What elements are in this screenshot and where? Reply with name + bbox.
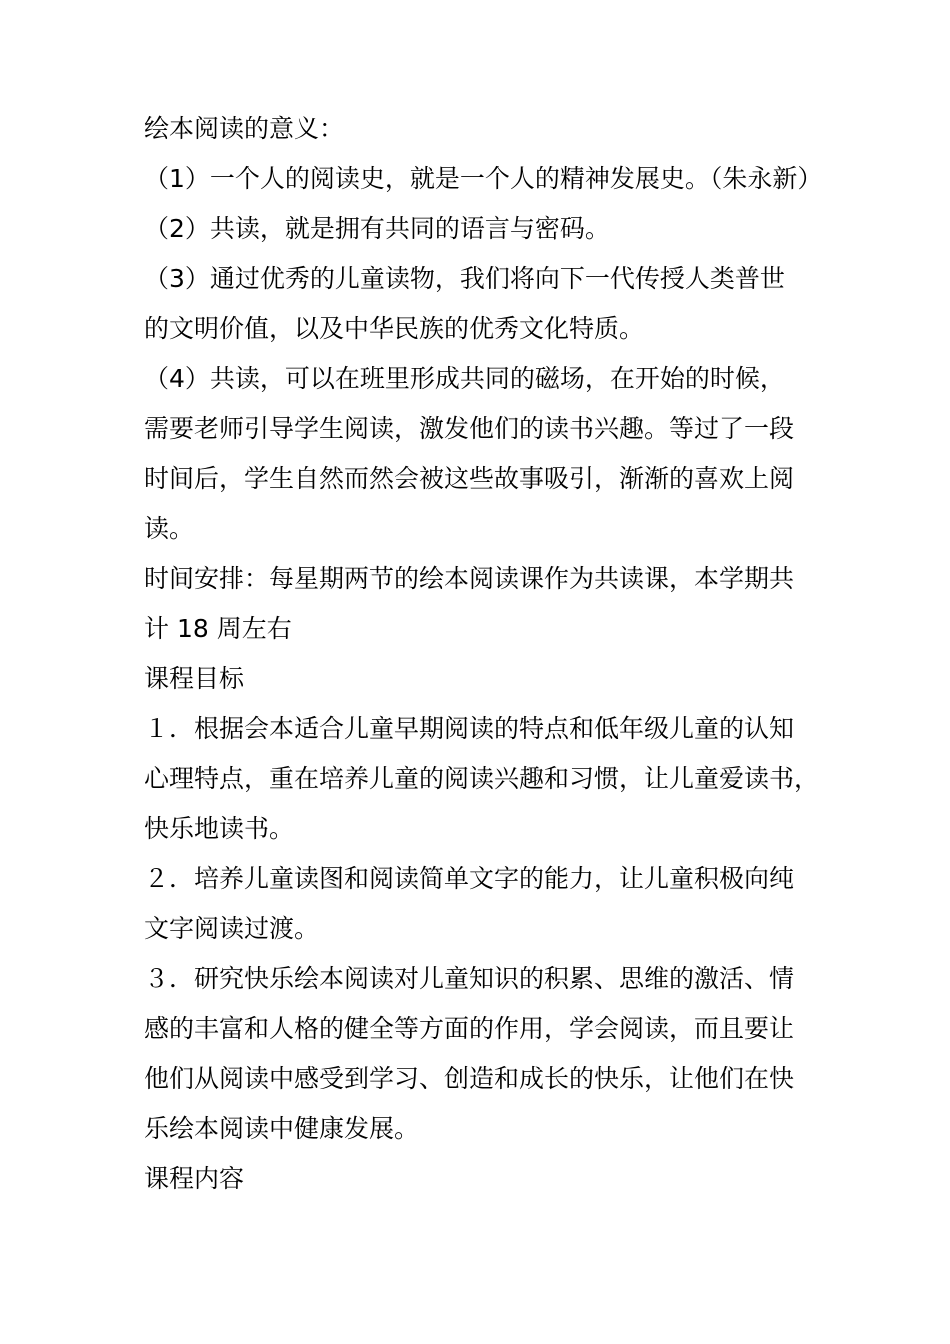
section-heading-content: 课程内容	[144, 1164, 245, 1193]
meaning-item-4-line-4: 读。	[144, 514, 195, 543]
goal-item-3-line-3: 他们从阅读中感受到学习、创造和成长的快乐，让他们在快	[144, 1064, 795, 1093]
goal-item-3-line-1: ３．研究快乐绘本阅读对儿童知识的积累、思维的激活、情	[144, 964, 795, 993]
goal-item-1-line-1: １．根据会本适合儿童早期阅读的特点和低年级儿童的认知	[144, 714, 795, 743]
schedule-line-2: 计 18 周左右	[144, 614, 292, 643]
document-page	[144, 104, 828, 1204]
goal-item-1-line-2: 心理特点，重在培养儿童的阅读兴趣和习惯，让儿童爱读书，	[144, 764, 820, 793]
meaning-item-3-line-2: 的文明价值，以及中华民族的优秀文化特质。	[144, 314, 645, 343]
section-heading-goals: 课程目标	[144, 664, 245, 693]
goal-item-3-line-2: 感的丰富和人格的健全等方面的作用，学会阅读，而且要让	[144, 1014, 795, 1043]
meaning-item-3-line-1: （3）通过优秀的儿童读物，我们将向下一代传授人类普世	[144, 264, 785, 293]
goal-item-2-line-1: ２．培养儿童读图和阅读简单文字的能力，让儿童积极向纯	[144, 864, 795, 893]
goal-item-1-line-3: 快乐地读书。	[144, 814, 295, 843]
meaning-item-4-line-1: （4）共读，可以在班里形成共同的磁场，在开始的时候，	[144, 364, 785, 393]
goal-item-2-line-2: 文字阅读过渡。	[144, 914, 320, 943]
section-heading-meaning: 绘本阅读的意义：	[144, 114, 345, 143]
schedule-line-1: 时间安排：每星期两节的绘本阅读课作为共读课，本学期共	[144, 564, 795, 593]
meaning-item-4-line-2: 需要老师引导学生阅读，激发他们的读书兴趣。等过了一段	[144, 414, 795, 443]
meaning-item-4-line-3: 时间后，学生自然而然会被这些故事吸引，渐渐的喜欢上阅	[144, 464, 795, 493]
goal-item-3-line-4: 乐绘本阅读中健康发展。	[144, 1114, 420, 1143]
meaning-item-2: （2）共读，就是拥有共同的语言与密码。	[144, 214, 610, 243]
meaning-item-1: （1）一个人的阅读史，就是一个人的精神发展史。（朱永新）	[144, 164, 823, 193]
